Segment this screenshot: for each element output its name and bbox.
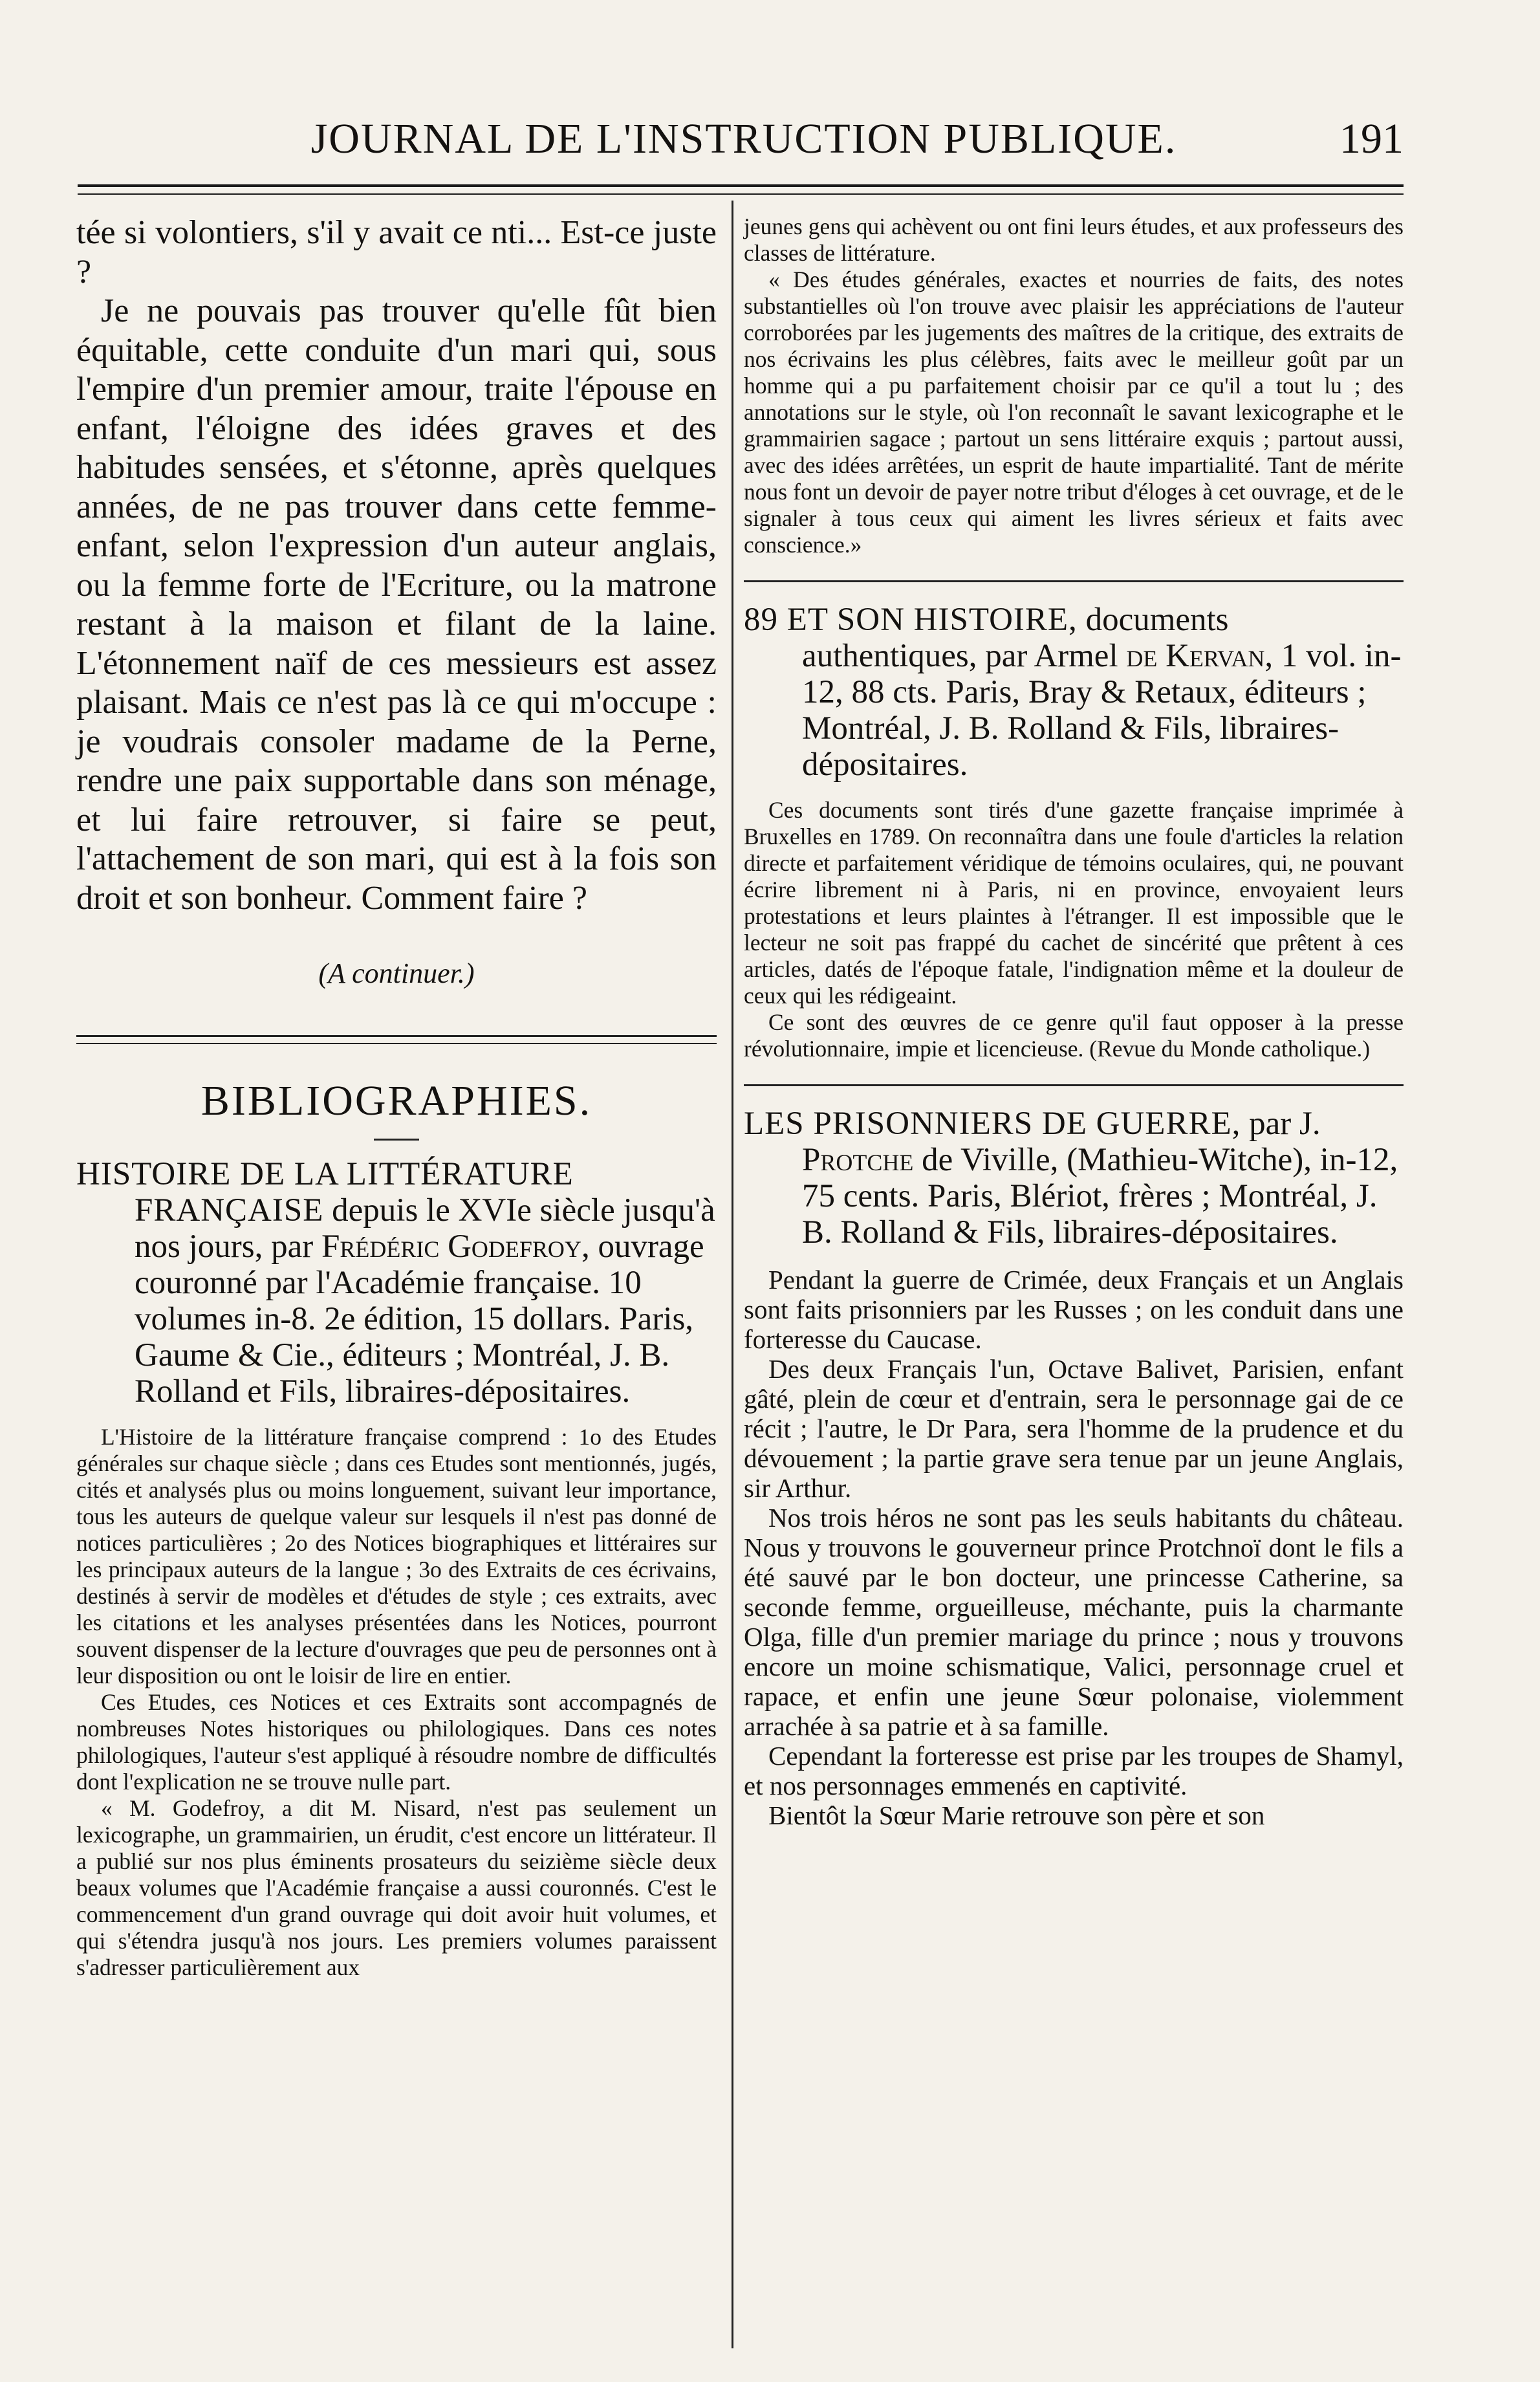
book-author: Protche <box>802 1142 914 1178</box>
book-details: , ouvrage couronné par l'Académie française. 10 volumes in-8. 2e édition, 15 dollars. Paris, Gaume & Cie., éditeurs ; Montréal, J. B. Rolland et Fils, libraires-dépositaires. <box>135 1229 704 1410</box>
book-title: 89 ET SON HISTOIRE, <box>744 602 1078 638</box>
to-be-continued-note: (A continuer.) <box>318 957 475 989</box>
review-paragraph: « Des études générales, exactes et nourries de faits, des notes substantielles où l'on trouve avec plaisir les appréciations de l'auteur corroborées par les jugements des maîtres de la critique, des extraits de nos écrivains les plus célèbres, faits avec le meilleur goût par un homme qui a pu parfaitement choisir par ce qu'il a tout lu ; des annotations sur le style, où l'on reconnaît le savant lexicographe et le grammairien sagace ; partout un sens littéraire exquis ; partout aussi, avec des idées arrêtées, un esprit de haute impartialité. Tant de mérite nous font un devoir de payer notre tribut d'éloges à cet ouvrage, et de le signaler à tous ceux qui aiment les livres sérieux et faits avec conscience.» <box>744 267 1404 558</box>
bibliography-entry-heading <box>744 602 1404 783</box>
running-title: JOURNAL DE L'INSTRUCTION PUBLIQUE. <box>310 115 1177 162</box>
book-title: HISTOIRE DE LA LITTÉRATURE FRANÇAISE <box>76 1156 574 1229</box>
section-rule <box>76 1035 717 1044</box>
review-paragraph: Nos trois héros ne sont pas les seuls habitants du château. Nous y trouvons le gouverneur prince Protchnoï dont le fils a été sauvé par le bon docteur, une princesse Catherine, sa seconde femme, orgueilleuse, méchante, puis la charmante Olga, fille d'un premier mariage du prince ; nous y trouvons encore un moine schismatique, Valici, personnage cruel et rapace, et enfin une jeune Sœur polonaise, violemment arrachée à sa patrie et à sa famille. <box>744 1503 1404 1741</box>
section-title: BIBLIOGRAPHIES. <box>201 1077 592 1124</box>
book-author: Frédéric Godefroy <box>321 1229 581 1265</box>
book-details: de Viville, (Mathieu-Witche), in-12, 75 cents. Paris, Blériot, frères ; Montréal, J. B. Rolland & Fils, libraires-dépositaires. <box>802 1142 1398 1251</box>
book-details: documents authentiques, par Armel <box>802 602 1229 674</box>
column-divider <box>732 201 733 2348</box>
book-details: , 1 vol. in-12, 88 cts. Paris, Bray & Retaux, éditeurs ; Montréal, J. B. Rolland & Fils, libraires-dépositaires. <box>802 638 1402 783</box>
bibliography-entry-heading <box>76 1156 717 1410</box>
title-rule <box>374 1139 419 1141</box>
entry-rule <box>744 580 1404 582</box>
bibliography-entry-heading <box>744 1106 1404 1251</box>
right-column <box>744 213 1404 1830</box>
review-paragraph: « M. Godefroy, a dit M. Nisard, n'est pas seulement un lexicographe, un grammairien, un érudit, c'est encore un littérateur. Il a publié sur nos plus éminents prosateurs du seizième siècle deux beaux volumes que l'Académie française a aussi couronnés. C'est le commencement d'un grand ouvrage qui doit avoir huit volumes, et qui s'étendra jusqu'à nos jours. Les premiers volumes paraissent s'adresser particulièrement aux <box>76 1795 717 1980</box>
review-paragraph: Pendant la guerre de Crimée, deux Français et un Anglais sont faits prisonniers par les Russes ; on les conduit dans une forteresse du Caucase. <box>744 1265 1404 1354</box>
review-paragraph: Ces documents sont tirés d'une gazette française imprimée à Bruxelles en 1789. On reconnaîtra dans une foule d'articles la relation directe et parfaitement véridique de témoins oculaires, qui, ne pouvant écrire librement ni à Paris, ni en province, envoyaient leurs protestations et leurs plaintes à l'étranger. Il est impossible que le lecteur ne soit pas frappé du cachet de sincérité que prêtent à ces articles, datés de l'époque fatale, l'indignation même et la douleur de ceux qui les rédigeaint. <box>744 797 1404 1009</box>
review-paragraph: Des deux Français l'un, Octave Balivet, Parisien, enfant gâté, plein de cœur et d'entrain, sera le personnage gai de ce récit ; l'autre, le Dr Para, sera l'homme de la prudence et du dévouement ; la partie grave sera tenue par un jeune Anglais, sir Arthur. <box>744 1354 1404 1503</box>
review-paragraph: Ce sont des œuvres de ce genre qu'il faut opposer à la presse révolutionnaire, impie et licencieuse. (Revue du Monde catholique.) <box>744 1009 1404 1062</box>
book-details: depuis le XVIe siècle jusqu'à nos jours, par <box>135 1192 715 1265</box>
entry-rule <box>744 1084 1404 1086</box>
running-head <box>78 110 1404 168</box>
header-rule <box>78 184 1404 195</box>
review-paragraph: Cependant la forteresse est prise par les troupes de Shamyl, et nos personnages emmenés en captivité. <box>744 1741 1404 1800</box>
continued-paragraph: tée si volontiers, s'il y avait ce nti... Est-ce juste ? <box>76 214 717 290</box>
review-paragraph: Ces Etudes, ces Notices et ces Extraits sont accompagnés de nombreuses Notes historiques ou philologiques. Dans ces notes philologiques, l'auteur s'est appliqué à résoudre nombre de difficultés dont l'explication ne se trouve nulle part. <box>76 1689 717 1795</box>
page-number: 191 <box>1339 115 1404 162</box>
left-column <box>76 213 717 1981</box>
book-title: LES PRISONNIERS DE GUERRE, <box>744 1106 1241 1142</box>
review-paragraph: jeunes gens qui achèvent ou ont fini leurs études, et aux professeurs des classes de littérature. <box>744 213 1404 266</box>
review-paragraph: L'Histoire de la littérature française comprend : 1o des Etudes générales sur chaque siècle ; dans ces Etudes sont mentionnés, jugés, cités et analysés plus ou moins longuement, suivant leur importance, tous les auteurs de quelque valeur sur lesquels il n'est pas donné de notices particulières ; 2o des Notices biographiques et littéraires sur les principaux auteurs de la langue ; 3o des Extraits de ces écrivains, destinés à servir de modèles et d'études de style ; ces extraits, avec les citations et les analyses présentées dans les Notices, pourront souvent dispenser de la lecture d'ouvrages que peu de personnes ont à leur disposition ou ont le loisir de lire en entier. <box>76 1424 717 1688</box>
book-author: de Kervan <box>1126 638 1265 674</box>
review-paragraph: Bientôt la Sœur Marie retrouve son père et son <box>768 1800 1265 1830</box>
book-details: par J. <box>1241 1106 1321 1142</box>
continued-paragraph: Je ne pouvais pas trouver qu'elle fût bien équitable, cette conduite d'un mari qui, sous l'empire d'un premier amour, traite l'épouse en enfant, l'éloigne des idées graves et des habitudes sensées, et s'étonne, après quelques années, de ne pas trouver dans cette femme-enfant, selon l'expression d'un auteur anglais, ou la femme forte de l'Ecriture, ou la matrone restant à la maison et filant de la laine. L'étonnement naïf de ces messieurs est assez plaisant. Mais ce n'est pas là ce qui m'occupe : je voudrais consoler madame de la Perne, rendre une paix supportable dans son ménage, et lui faire retrouver, si faire se peut, l'attachement de son mari, qui est à la fois son droit et son bonheur. Comment faire ? <box>76 292 717 917</box>
